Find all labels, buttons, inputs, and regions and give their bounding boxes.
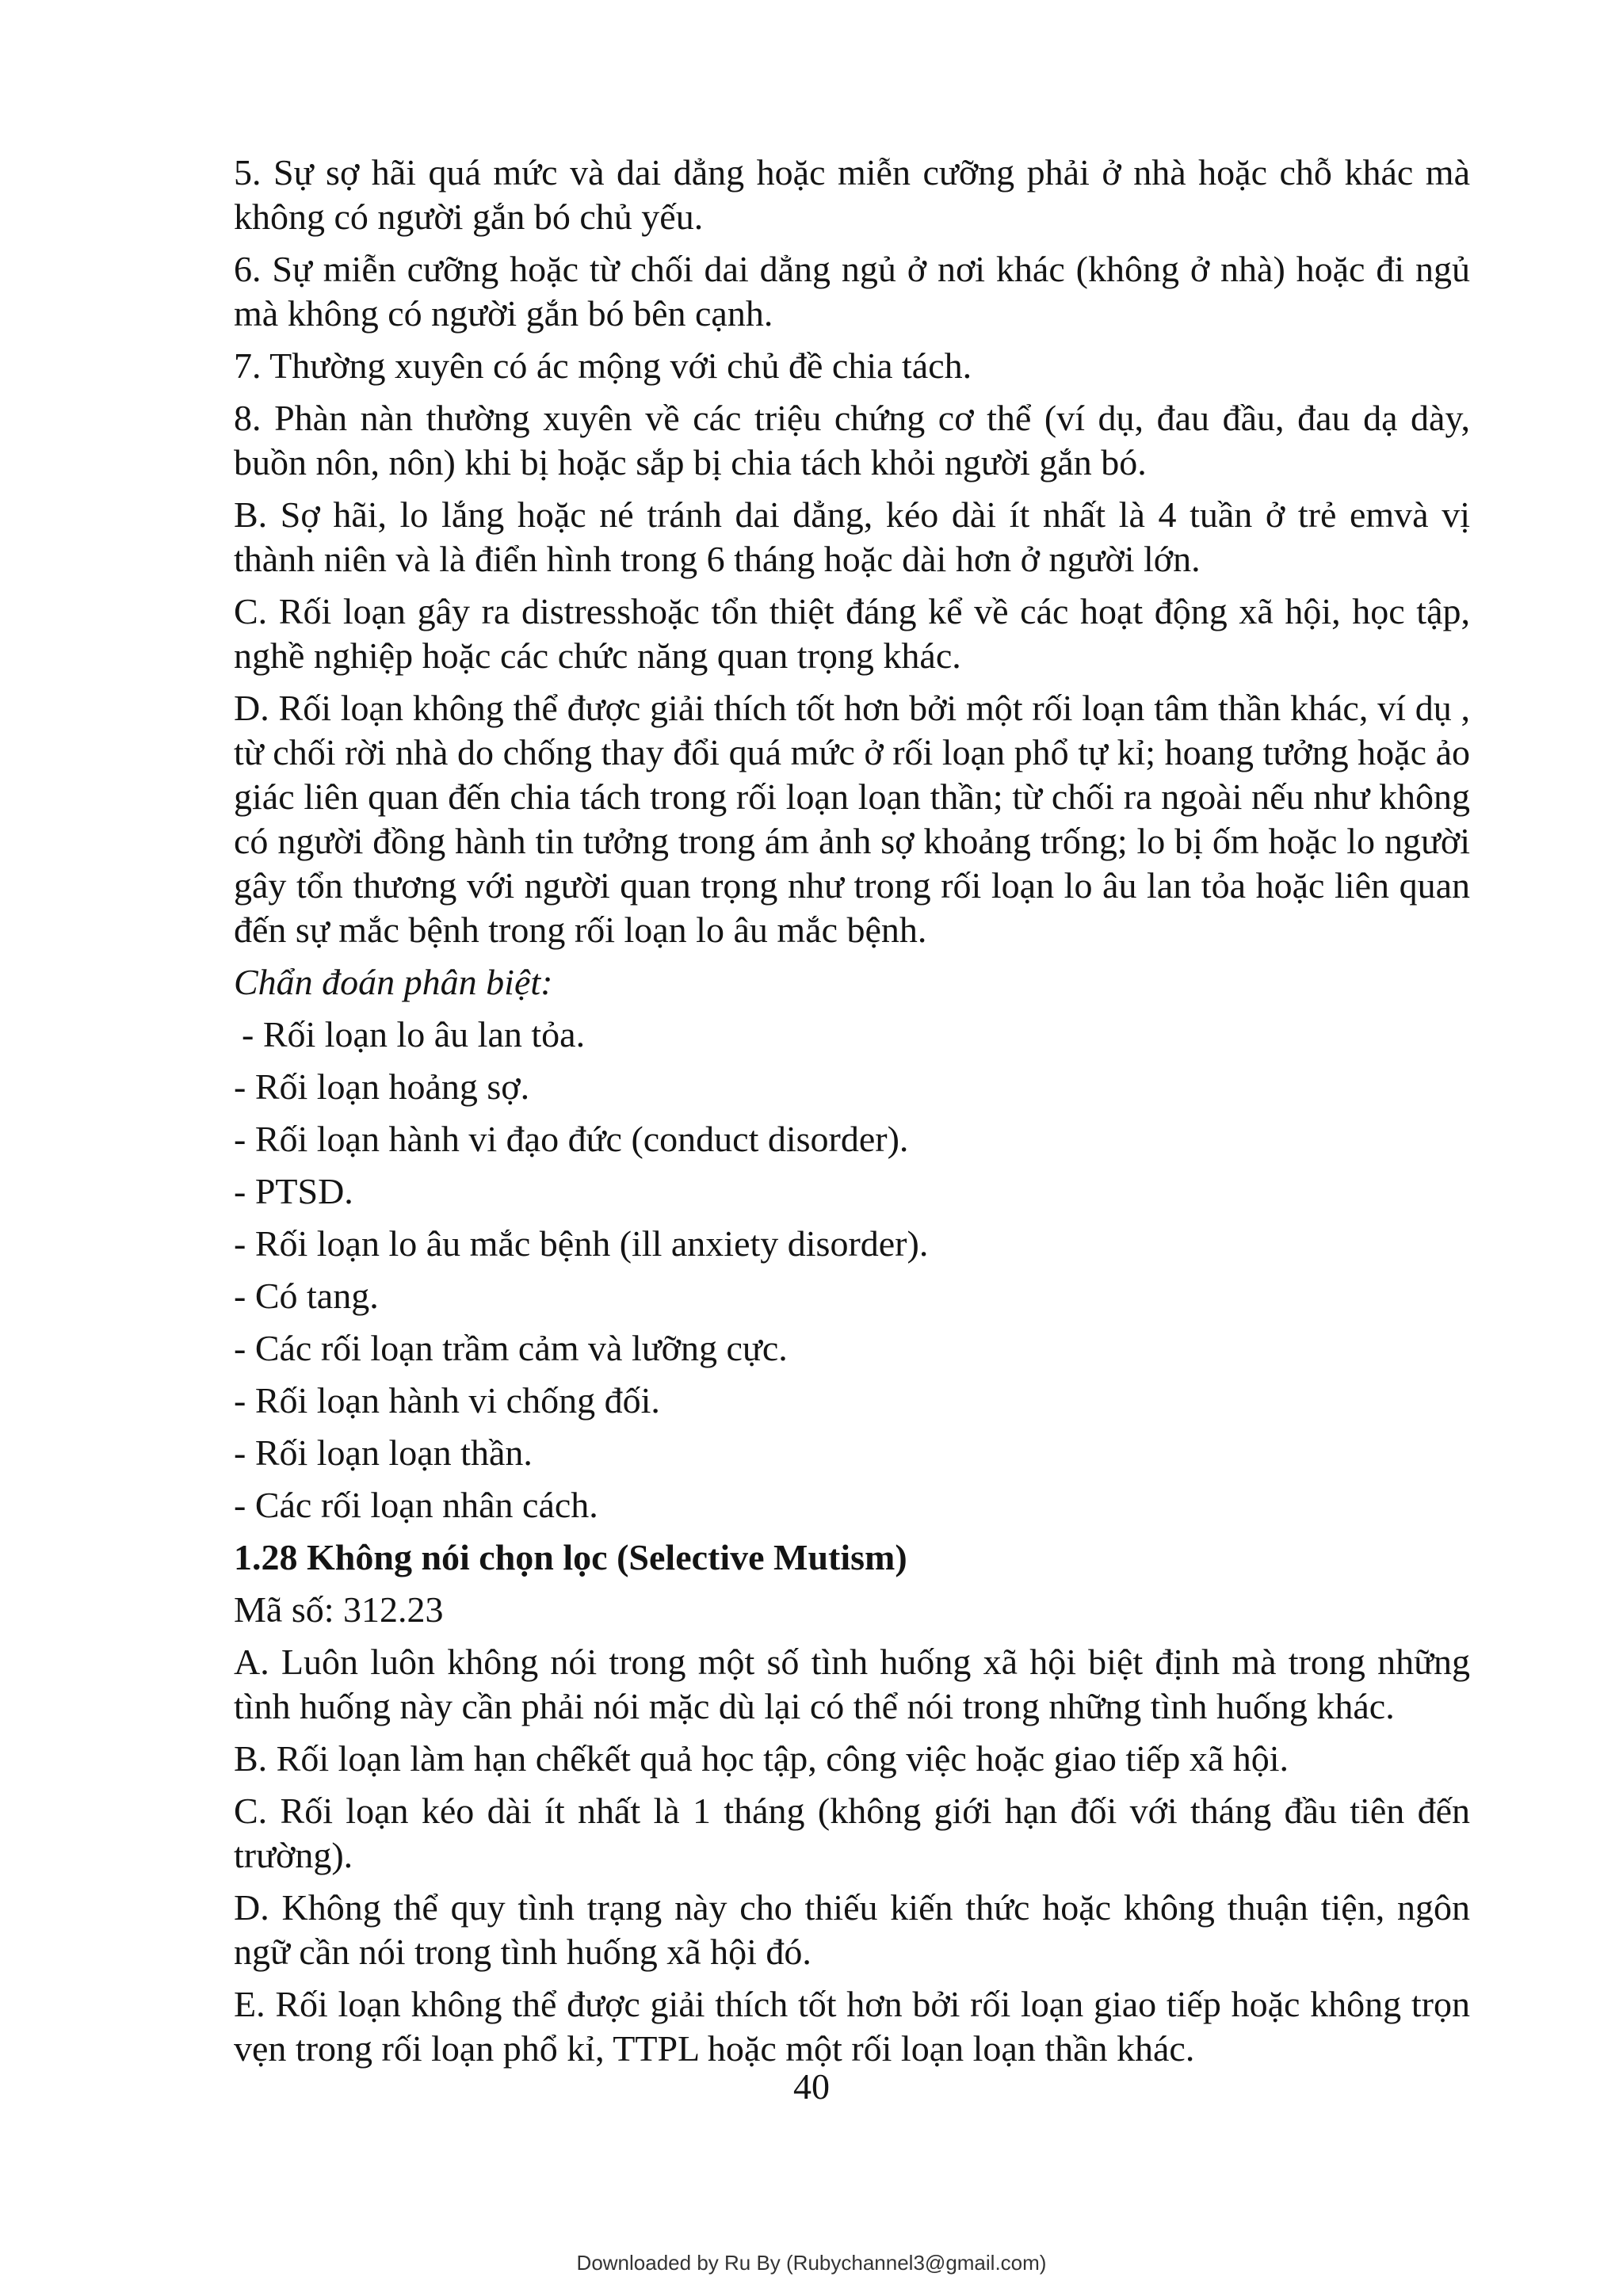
differential-item: - Các rối loạn trầm cảm và lưỡng cực. xyxy=(234,1328,788,1368)
diagnostic-code: Mã số: 312.23 xyxy=(234,1589,444,1630)
page-number: 40 xyxy=(793,2066,830,2107)
criterion-d: D. Rối loạn không thể được giải thích tốt hơn bởi một rối loạn tâm thần khác, ví dụ , từ chối rời nhà do chống thay đổi quá mức ở rối loạn phổ tự kỉ; hoang tưởng hoặc ảo giác liên quan đến chia tách trong rối loạn loạn thần; từ chối ra ngoài nếu như không có người đồng hành tin tưởng trong ám ảnh sợ khoảng trống; lo bị ốm hoặc lo người gây tổn thương với người quan trọng như trong rối loạn lo âu lan tỏa hoặc liên quan đến sự mắc bệnh trong rối loạn lo âu mắc bệnh. xyxy=(234,688,1470,950)
differential-item: - Rối loạn hành vi chống đối. xyxy=(234,1380,660,1421)
differential-item: - Rối loạn lo âu mắc bệnh (ill anxiety disorder). xyxy=(234,1223,929,1264)
differential-item: - Rối loạn hành vi đạo đức (conduct disorder). xyxy=(234,1119,909,1159)
criterion-a7: 7. Thường xuyên có ác mộng với chủ đề chia tách. xyxy=(234,345,972,386)
differential-diagnosis-title: Chẩn đoán phân biệt: xyxy=(234,962,553,1002)
selective-mutism-criterion-e: E. Rối loạn không thể được giải thích tốt hơn bởi rối loạn giao tiếp hoặc không trọn vẹn trong rối loạn phổ kỉ, TTPL hoặc một rối loạn loạn thần khác. xyxy=(234,1984,1470,2069)
section-heading: 1.28 Không nói chọn lọc (Selective Mutism) xyxy=(234,1537,907,1577)
criterion-a5: 5. Sự sợ hãi quá mức và dai dẳng hoặc miễn cưỡng phải ở nhà hoặc chỗ khác mà không có người gắn bó chủ yếu. xyxy=(234,152,1470,237)
criterion-b: B. Sợ hãi, lo lắng hoặc né tránh dai dẳng, kéo dài ít nhất là 4 tuần ở trẻ emvà vị thành niên và là điển hình trong 6 tháng hoặc dài hơn ở người lớn. xyxy=(234,494,1470,579)
differential-item: - Rối loạn lo âu lan tỏa. xyxy=(242,1014,586,1055)
differential-item: - Rối loạn hoảng sợ. xyxy=(234,1066,530,1107)
download-footer: Downloaded by Ru By (Rubychannel3@gmail.com) xyxy=(576,2251,1047,2275)
differential-item: - PTSD. xyxy=(234,1171,353,1211)
criterion-a6: 6. Sự miễn cưỡng hoặc từ chối dai dẳng ngủ ở nơi khác (không ở nhà) hoặc đi ngủ mà không có người gắn bó bên cạnh. xyxy=(234,249,1470,334)
page-content xyxy=(234,151,1470,2079)
selective-mutism-criterion-b: B. Rối loạn làm hạn chếkết quả học tập, công việc hoặc giao tiếp xã hội. xyxy=(234,1738,1289,1779)
differential-item: - Các rối loạn nhân cách. xyxy=(234,1485,598,1525)
selective-mutism-criterion-a: A. Luôn luôn không nói trong một số tình huống xã hội biệt định mà trong những tình huống này cần phải nói mặc dù lại có thể nói trong những tình huống khác. xyxy=(234,1642,1470,1726)
criterion-a8: 8. Phàn nàn thường xuyên về các triệu chứng cơ thể (ví dụ, đau đầu, đau dạ dày, buồn nôn, nôn) khi bị hoặc sắp bị chia tách khỏi người gắn bó. xyxy=(234,398,1470,482)
selective-mutism-criterion-c: C. Rối loạn kéo dài ít nhất là 1 tháng (không giới hạn đối với tháng đầu tiên đến trường). xyxy=(234,1791,1470,1875)
differential-diagnosis-list xyxy=(234,1013,1470,1527)
criterion-c: C. Rối loạn gây ra distresshoặc tổn thiệt đáng kể về các hoạt động xã hội, học tập, nghề nghiệp hoặc các chức năng quan trọng khác. xyxy=(234,591,1470,676)
differential-item: - Có tang. xyxy=(234,1276,379,1316)
differential-item: - Rối loạn loạn thần. xyxy=(234,1432,533,1473)
selective-mutism-criterion-d: D. Không thể quy tình trạng này cho thiếu kiến thức hoặc không thuận tiện, ngôn ngữ cần nói trong tình huống xã hội đó. xyxy=(234,1887,1470,1972)
